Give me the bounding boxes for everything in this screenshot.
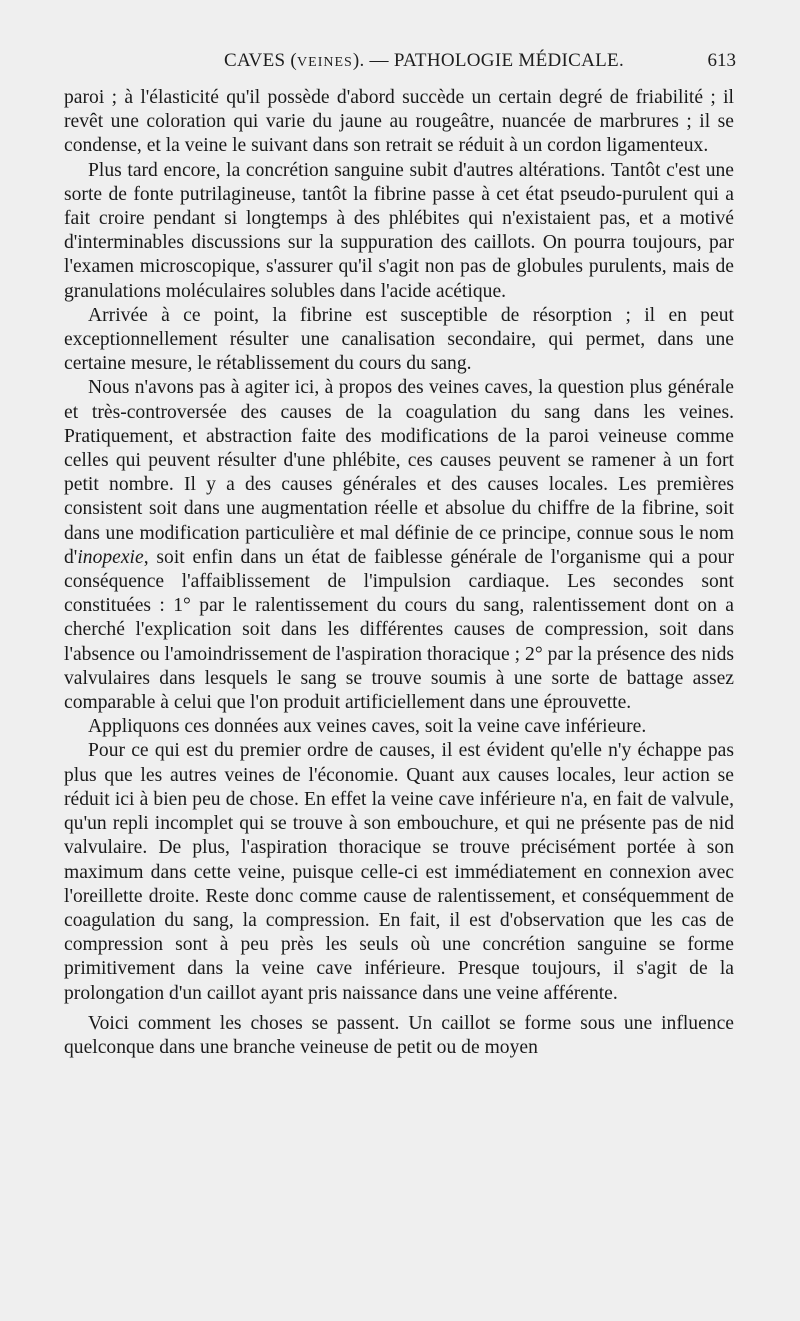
running-title-right: ). — PATHOLOGIE MÉDICALE. bbox=[352, 50, 625, 71]
paragraph bbox=[64, 376, 734, 715]
paragraph-text: Plus tard encore, la concrétion sanguine subit d'autres altérations. Tantôt c'est une sorte de fonte putrilagineuse, tantôt la fibrine passe à cet état pseudo-purulent qui a fait croire pendant si longtemps à des phlébites qui n'existaient pas, et a motivé d'interminables discussions sur la suppuration des caillots. On pourra toujours, par l'examen microscopique, s'assurer qu'il s'agit non pas de globules purulents, mais de granulations moléculaires solubles dans l'acide acétique. bbox=[64, 159, 734, 302]
running-title-left: CAVES ( bbox=[224, 50, 298, 71]
page-number: 613 bbox=[707, 50, 736, 71]
paragraph-text: Arrivée à ce point, la fibrine est susceptible de résorption ; il en peut exceptionnellement résulter une canalisation secondaire, qui permet, dans une certaine mesure, le rétablissement du cours du sang. bbox=[64, 304, 734, 375]
paragraph bbox=[64, 739, 734, 1005]
italic-term: inopexie bbox=[77, 546, 144, 568]
paragraph bbox=[64, 159, 734, 304]
paragraph-text: Voici comment les choses se passent. Un caillot se forme sous une influence quelconque dans une branche veineuse de petit ou de moyen bbox=[64, 1012, 734, 1058]
paragraph-text: Pour ce qui est du premier ordre de causes, il est évident qu'elle n'y échappe pas plus que les autres veines de l'économie. Quant aux causes locales, leur action se réduit ici à bien peu de chose. En effet la veine cave inférieure n'a, en fait de valvule, qu'un repli incomplet qui se trouve à son embouchure, et qui ne présente pas de nid valvulaire. De plus, l'aspiration thoracique se trouve précisément portée à son maximum dans cette veine, puisque celle-ci est immédiatement en connexion avec l'oreillette droite. Reste donc comme cause de ralentissement, et conséquemment de coagulation du sang, la compression. En fait, il est d'observation que les cas de compression sont à peu près les seuls où une concrétion sanguine se forme primitivement dans la veine cave inférieure. Presque toujours, il s'agit de la prolongation d'un caillot ayant pris naissance dans une veine afférente. bbox=[64, 740, 734, 1004]
paragraph bbox=[64, 715, 734, 739]
paragraph bbox=[64, 304, 734, 377]
paragraph-text: paroi ; à l'élasticité qu'il possède d'abord succède un certain degré de friabilité ; il revêt une coloration qui varie du jaune au rougeâtre, nuancée de marbrures ; il se condense, et la veine le suivant dans son retrait se réduit à un cordon ligamenteux. bbox=[64, 87, 734, 157]
running-title-small-caps: VEINES bbox=[297, 55, 353, 70]
running-title bbox=[224, 50, 624, 72]
paragraph-text: Appliquons ces données aux veines caves, soit la veine cave inférieure. bbox=[88, 716, 647, 738]
paragraph-text: , soit enfin dans un état de faiblesse générale de l'organisme qui a pour conséquence l'affaiblissement de l'impulsion cardiaque. Les secondes sont constituées : 1° par le ralentissement du cours du sang, ralentissement dont on a cherché l'explication soit dans les différentes causes de compression, soit dans l'absence ou l'amoindrissement de l'aspiration thoracique ; 2° par la présence des nids valvulaires dans lesquels le sang se trouve soumis à une sorte de battage assez comparable à celui que l'on produit artificiellement dans une éprouvette. bbox=[64, 546, 734, 714]
paragraph bbox=[64, 86, 734, 159]
running-header bbox=[64, 50, 736, 78]
paragraph bbox=[64, 1012, 734, 1060]
paragraph-text: Nous n'avons pas à agiter ici, à propos des veines caves, la question plus générale et très-controversée des causes de la coagulation du sang dans les veines. Pratiquement, et abstraction faite des modifications de la paroi veineuse comme celles qui peuvent résulter d'une phlébite, ces causes peuvent se ramener à un fort petit nombre. Il y a des causes générales et des causes locales. Les premières consistent soit dans une augmentation réelle et absolue du chiffre de la fibrine, soit dans une modification particulière et mal définie de ce principe, connue sous le nom d' bbox=[64, 377, 734, 568]
body-text bbox=[64, 86, 734, 1060]
